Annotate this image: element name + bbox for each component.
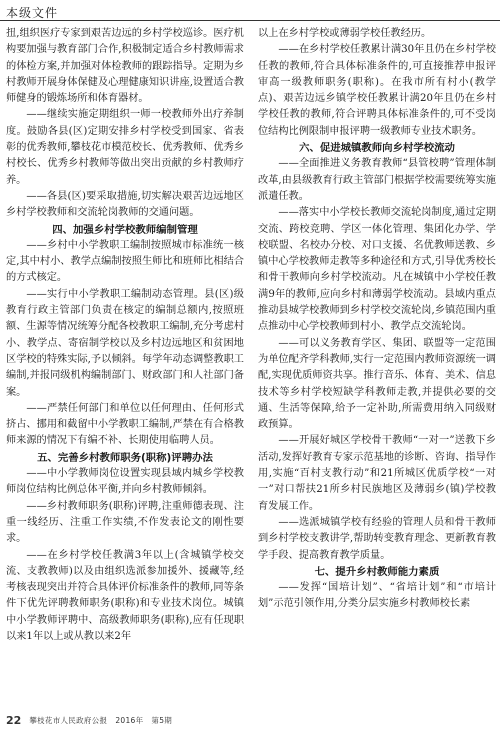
body-paragraph: ——可以义务教育学区、集团、联盟等一定范围为单位配齐学科教师,实行一定范围内教师资源统一调配,实现优质师资共享。推行音乐、体育、美术、信息技术等乡村学校短缺学科教师走教,并提供必要的交通、生活等保障,给予一定补助,所需费用纳入同级财政预算。 bbox=[258, 337, 496, 431]
page-number: 22 bbox=[6, 713, 22, 727]
body-paragraph: ——实行中小学教职工编制动态管理。县(区)级教育行政主管部门负责在核定的编制总额内,按照班额、生源等情况统筹分配各校教职工编制,充分考虑村小、教学点、寄宿制学校以及乡村边远地区和贫困地区学校的特殊实际,予以倾斜。每学年动态调整教职工编制,并报同级机构编制部门、财政部门和人社部门备案。 bbox=[6, 288, 244, 398]
body-paragraph: ——开展好城区学校骨干教师“一对一”送教下乡活动,发挥好教育专家示范基地的诊断、咨询、指导作用,实施“百村支教行动”和21所城区优质学校“一对一”对口帮扶21所乡村民族地区及薄弱乡(镇)学校教育发展工作。 bbox=[258, 435, 496, 512]
body-paragraph: 以上在乡村学校或薄弱学校任教经历。 bbox=[258, 28, 432, 39]
section-heading: 四、加强乡村学校教师编制管理 bbox=[52, 223, 198, 236]
section-title: 本级文件 bbox=[6, 6, 59, 20]
body-paragraph: 扭,组织医疗专家到艰苦边远的乡村学校巡诊。医疗机构要加强与教育部门合作,积极制定适合乡村教师需求的体检方案,并加强对体检教师的跟踪指导。定期为乡村教师开展身体保健及心理健康知识讲座,设置适合教师健身的锻炼场所和体育器材。 bbox=[6, 28, 244, 105]
header-rule bbox=[0, 20, 500, 21]
left-column bbox=[6, 26, 248, 706]
body-paragraph: ——全面推进义务教育教师“县管校聘”管理体制改革,由县级教育行政主管部门根据学校需要统筹实施派遣任教。 bbox=[258, 158, 496, 202]
body-paragraph: ——严禁任何部门和单位以任何理由、任何形式挤占、挪用和截留中小学教职工编制,严禁在有合格教师来源的情况下有编不补、长期使用临聘人员。 bbox=[6, 402, 244, 447]
body-paragraph: ——落实中小学校长教师交流轮岗制度,通过定期交流、跨校竞聘、学区一体化管理、集团化办学、学校联盟、名校办分校、对口支援、名优教师送教、乡镇中心学校教师走教等多种途径和方式,引导优秀校长和骨干教师向乡村学校流动。凡在城镇中小学校任教满9年的教师,应向乡村和薄弱学校流动。县域内重点推动县城学校教师到乡村学校交流轮岗,乡镇范围内重点推动中心学校教师到村小、教学点交流轮岗。 bbox=[258, 207, 496, 333]
body-paragraph: ——在乡村学校任教累计满30年且仍在乡村学校任教的教师,符合具体标准条件的,可直接推荐申报评审高一级教师职务(职称)。在我市所有村小(教学点)、艰苦边远乡镇学校任教累计满20年且仍在乡村学校任教的教师,符合评聘具体标准条件的,可不受岗位结构比例限制申报评聘一级教师专业技术职务。 bbox=[258, 44, 496, 137]
publication-name: 攀枝花市人民政府公报 bbox=[29, 715, 108, 725]
body-paragraph: ——在乡村学校任教满3年以上(含城镇学校交流、支教教师)以及由组织选派参加援外、援藏等,经考核表现突出并符合具体评价标准条件的教师,同等条件下优先评聘教师职务(职称)和专业技术岗位。城镇中小学教师评聘中、高级教师职务(职称),应有任现职以来1年以上或从教以来2年 bbox=[6, 549, 244, 642]
body-paragraph: ——发挥“国培计划”、“省培计划”和“市培计划”示范引领作用,分类分层实施乡村教师校长素 bbox=[258, 582, 496, 610]
page-footer bbox=[6, 712, 172, 728]
section-heading: 六、促进城镇教师向乡村学校流动 bbox=[299, 142, 455, 155]
right-column bbox=[248, 26, 496, 706]
page-header bbox=[0, 0, 500, 26]
section-heading: 五、完善乡村教师职务(职称)评聘办法 bbox=[37, 451, 213, 464]
publication-year: 2016年 bbox=[115, 715, 144, 725]
body-paragraph: ——中小学教师岗位设置实现县域内城乡学校教师岗位结构比例总体平衡,并向乡村教师倾斜。 bbox=[6, 468, 244, 496]
body-paragraph: ——各县(区)要采取措施,切实解决艰苦边远地区乡村学校教师和交流轮岗教师的交通问题。 bbox=[6, 190, 244, 219]
body-paragraph: ——选派城镇学校有经验的管理人员和骨干教师到乡村学校支教讲学,帮助转变教育理念、更新教育教学手段、提高教育教学质量。 bbox=[258, 516, 496, 561]
body-paragraph: ——乡村中小学教职工编制按照城市标准统一核定,其中村小、教学点编制按照生师比和班师比相结合的方式核定。 bbox=[6, 239, 244, 284]
publication-issue: 第5期 bbox=[151, 715, 173, 725]
body-paragraph: ——继续实施定期组织一师一校教师外出疗养制度。鼓励各县(区)定期安排乡村学校受到国家、省表彰的优秀教师,攀枝花市模范校长、优秀教师、优秀乡村校长、优秀乡村教师等做出突出贡献的乡村教师疗养。 bbox=[6, 109, 244, 186]
body-paragraph: ——乡村教师职务(职称)评聘,注重师德表现、注重一线经历、注重工作实绩,不作发表论文的刚性要求。 bbox=[6, 500, 244, 545]
section-heading: 七、提升乡村教师能力素质 bbox=[314, 565, 440, 578]
article-body bbox=[6, 26, 496, 706]
